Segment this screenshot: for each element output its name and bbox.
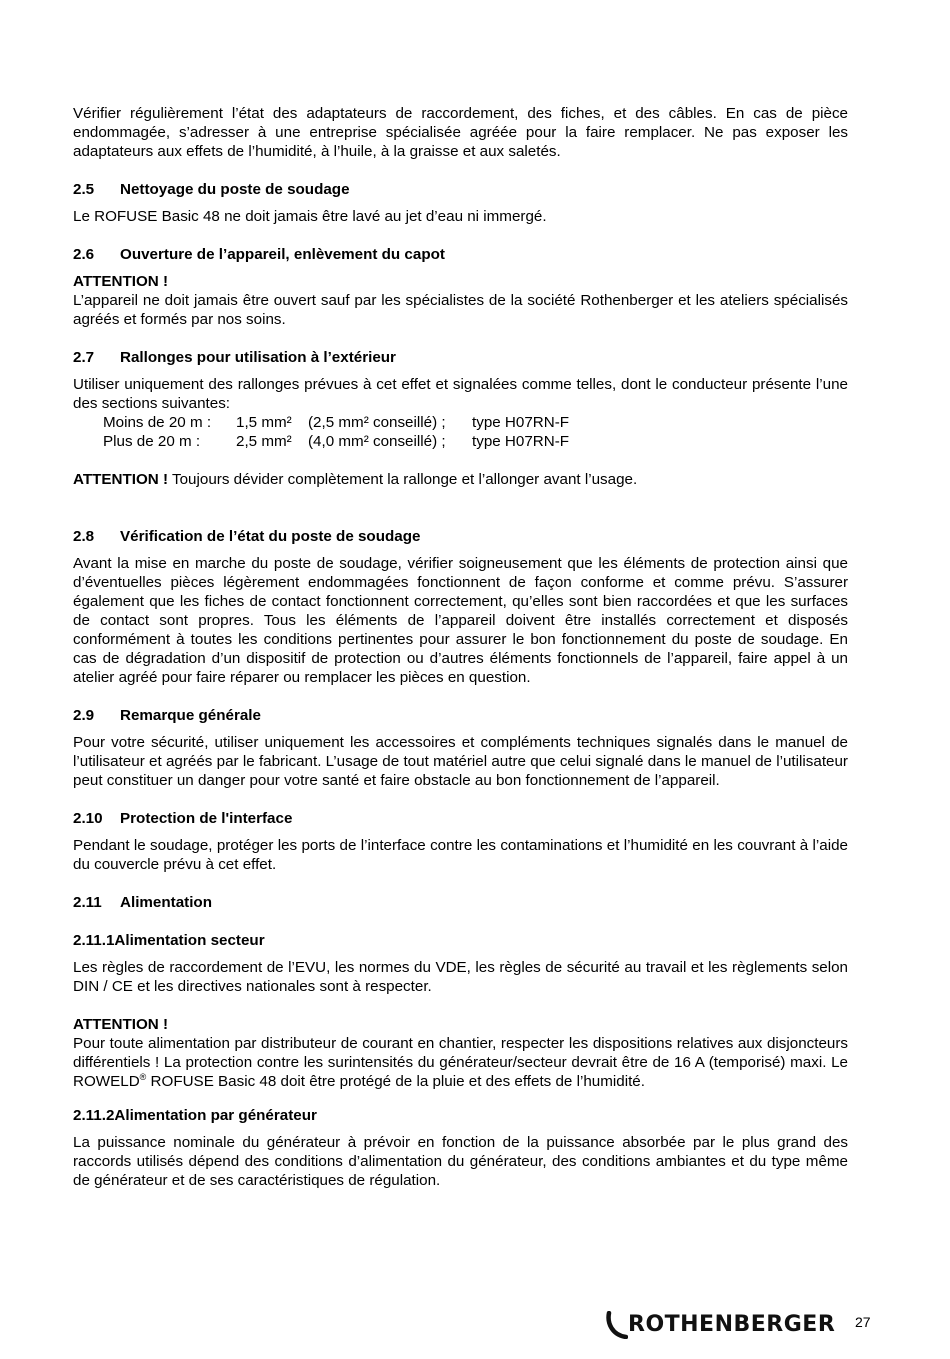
paragraph-2-6: L’appareil ne doit jamais être ouvert sauf par les spécialistes de la société Rothenberger et les ateliers spécialisés agréés et formés par nos soins.	[73, 292, 848, 328]
brand-name: ROTHENBERGER	[628, 1311, 836, 1337]
paragraph-2-11-1: Les règles de raccordement de l’EVU, les normes du VDE, les règles de sécurité au travail et les règlements selon DIN / CE et les directives nationales sont à respecter.	[73, 959, 848, 995]
paragraph-2-10: Pendant le soudage, protéger les ports de l’interface contre les contaminations et l’humidité en les couvrant à l’aide du couvercle prévu à cet effet.	[73, 837, 848, 873]
heading-2-5: 2.5 Nettoyage du poste de soudage	[73, 181, 350, 198]
heading-2-11-1: 2.11.1 Alimentation secteur	[73, 932, 265, 949]
attention-label: ATTENTION !	[73, 1016, 169, 1033]
paragraph-2-5: Le ROFUSE Basic 48 ne doit jamais être lavé au jet d’eau ni immergé.	[73, 208, 547, 225]
document-body	[73, 104, 848, 1190]
paragraph-2-11-2: La puissance nominale du générateur à prévoir en fonction de la puissance absorbée par le plus grand des raccords utilisés dépend des conditions d’alimentation du générateur, des conditions ambiantes et du type même de générateur et de ses caractéristiques de régulation.	[73, 1134, 848, 1189]
attention-paragraph-2-11-1: Pour toute alimentation par distributeur de courant en chantier, respecter les dispositions relatives aux disjoncteurs différentiels ! La protection contre les surintensités du générateur/secteur devrait être de 16 A (temporisé) maxi. Le ROWELD® ROFUSE Basic 48 doit être protégé de la pluie et des effets de l’humidité.	[73, 1035, 848, 1090]
attention-paragraph-2-7: ATTENTION ! Toujours dévider complètement la rallonge et l’allonger avant l’usage.	[73, 471, 638, 488]
page-number: 27	[855, 1314, 871, 1330]
logo-swoosh-icon	[606, 1311, 628, 1339]
registered-mark: ®	[139, 1071, 147, 1082]
heading-2-10: 2.10 Protection de l'interface	[73, 810, 293, 827]
paragraph-2-9: Pour votre sécurité, utiliser uniquement les accessoires et compléments techniques signalés dans le manuel de l’utilisateur et agréés par le fabricant. L’usage de tout matériel autre que celui signalé dans le manuel de l’utilisateur peut constituer un danger pour votre santé et faire obstacle au bon fonctionnement de l’appareil.	[73, 734, 848, 789]
heading-2-11: 2.11 Alimentation	[73, 894, 212, 911]
paragraph-2-7: Utiliser uniquement des rallonges prévues à cet effet et signalées comme telles, dont le conducteur présente l’une des sections suivantes:	[73, 376, 848, 412]
intro-paragraph: Vérifier régulièrement l’état des adaptateurs de raccordement, des fiches, et des câbles. En cas de pièce endommagée, s’adresser à une entreprise spécialisée agréée pour la faire remplacer. Ne pas exposer les adaptateurs aux effets de l’humidité, à l’huile, à la graisse et aux saletés.	[73, 105, 848, 160]
rothenberger-logo	[606, 1311, 835, 1339]
heading-2-6: 2.6 Ouverture de l’appareil, enlèvement du capot	[73, 246, 445, 263]
cable-row: Plus de 20 m : 2,5 mm² (4,0 mm² conseillé) ; type H07RN-F	[103, 433, 570, 450]
heading-2-9: 2.9 Remarque générale	[73, 707, 261, 724]
cable-row: Moins de 20 m : 1,5 mm² (2,5 mm² conseillé) ; type H07RN-F	[103, 414, 570, 431]
heading-2-7: 2.7 Rallonges pour utilisation à l’extérieur	[73, 349, 396, 366]
attention-label: ATTENTION !	[73, 273, 169, 290]
paragraph-2-8: Avant la mise en marche du poste de soudage, vérifier soigneusement que les éléments de protection ainsi que d’éventuelles pièces légèrement endommagées fonctionnent de façon conforme et comme prévu. S’assurer également que les fiches de contact fonctionnent correctement, qu’elles sont bien raccordées et que les surfaces de contact sont propres. Tous les éléments de l’appareil doivent être installés correctement et disposés conformément à toutes les conditions pertinentes pour assurer le bon fonctionnement du poste de soudage. En cas de dégradation d’un dispositif de protection ou d’autres éléments fonctionnels de l’appareil, faire appel à un atelier agréé pour faire réparer ou remplacer les pièces en question.	[73, 555, 848, 686]
heading-2-11-2: 2.11.2 Alimentation par générateur	[73, 1107, 317, 1124]
heading-2-8: 2.8 Vérification de l’état du poste de soudage	[73, 528, 421, 545]
